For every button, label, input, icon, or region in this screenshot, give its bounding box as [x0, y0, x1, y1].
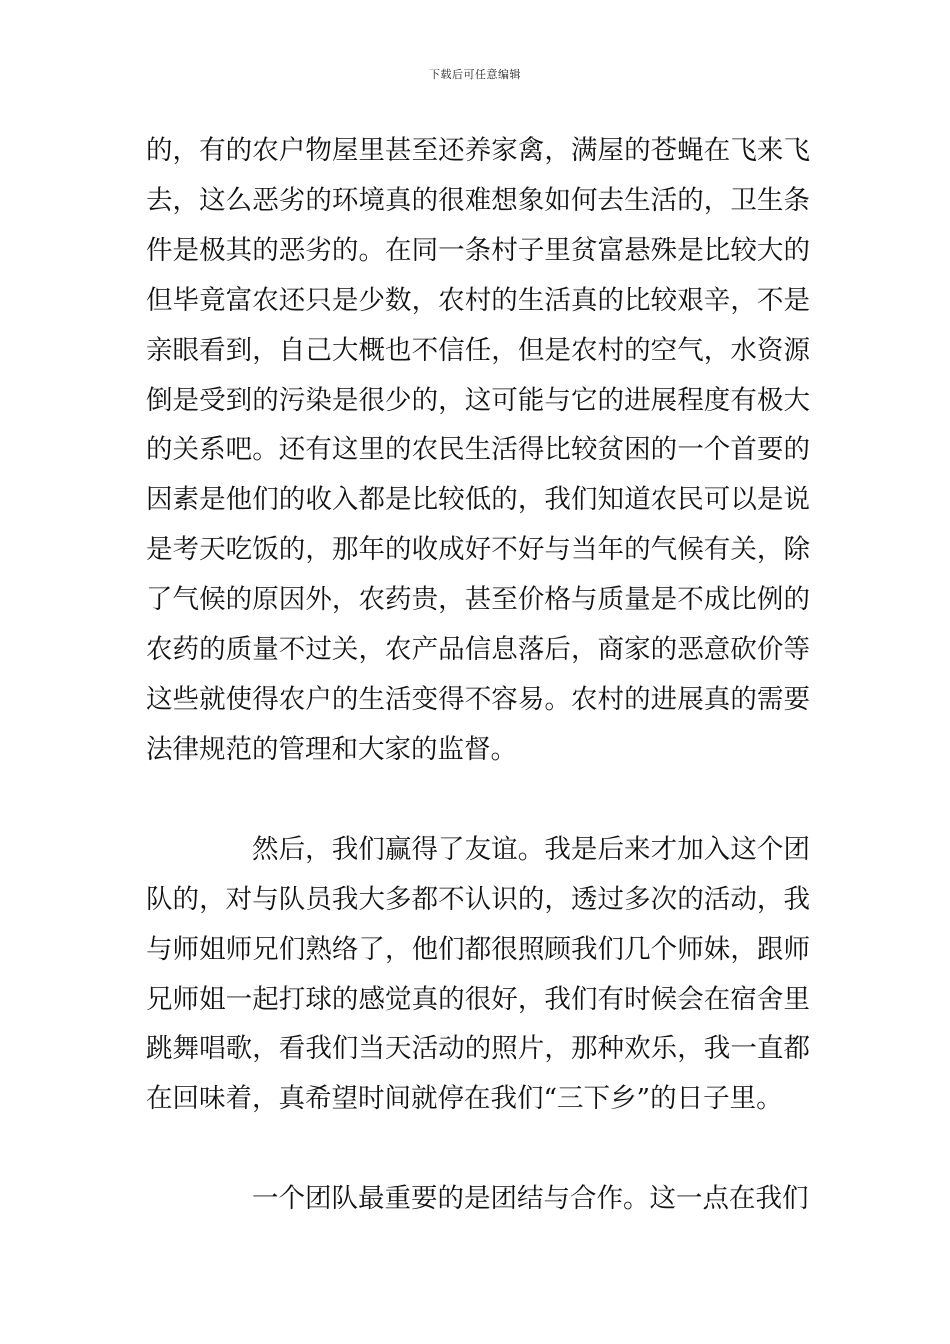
paragraph-teamwork: 一个团队最重要的是团结与合作。这一点在我们: [252, 1183, 809, 1215]
page-header: 下载后可任意编辑: [429, 68, 521, 81]
paragraph-spacer: [146, 775, 810, 825]
paragraph-rural-conditions: 的，有的农户物屋里甚至还养家禽，满屋的苍蝇在飞来飞去，这么恶劣的环境真的很难想象如何去生活的，卫生条件是极其的恶劣的。在同一条村子里贫富悬殊是比较大的但毕竟富农还只是少数，农村的生活真的比较艰辛，不是亲眼看到，自己大概也不信任，但是农村的空气，水资源倒是受到的污染是很少的，这可能与它的进展程度有极大的关系吧。还有这里的农民生活得比较贫困的一个首要的因素是他们的收入都是比较低的，我们知道农民可以是说是考天吃饭的，那年的收成好不好与当年的气候有关，除了气候的原因外，农药贵，甚至价格与质量是不成比例的农药的质量不过关，农产品信息落后，商家的恶意砍价等这些就使得农户的生活变得不容易。农村的进展真的需要法律规范的管理和大家的监督。: [146, 135, 810, 765]
document-body: [146, 126, 810, 1224]
paragraph-friendship: 然后，我们赢得了友谊。我是后来才加入这个团队的，对与队员我大多都不认识的，透过多次的活动，我与师姐师兄们熟络了，他们都很照顾我们几个师妹，跟师兄师姐一起打球的感觉真的很好，我们有时候会在宿舍里跳舞唱歌，看我们当天活动的照片，那种欢乐，我一直都在回味着，真希望时间就停在我们“三下乡”的日子里。: [146, 833, 810, 1115]
paragraph-spacer: [146, 1124, 810, 1174]
